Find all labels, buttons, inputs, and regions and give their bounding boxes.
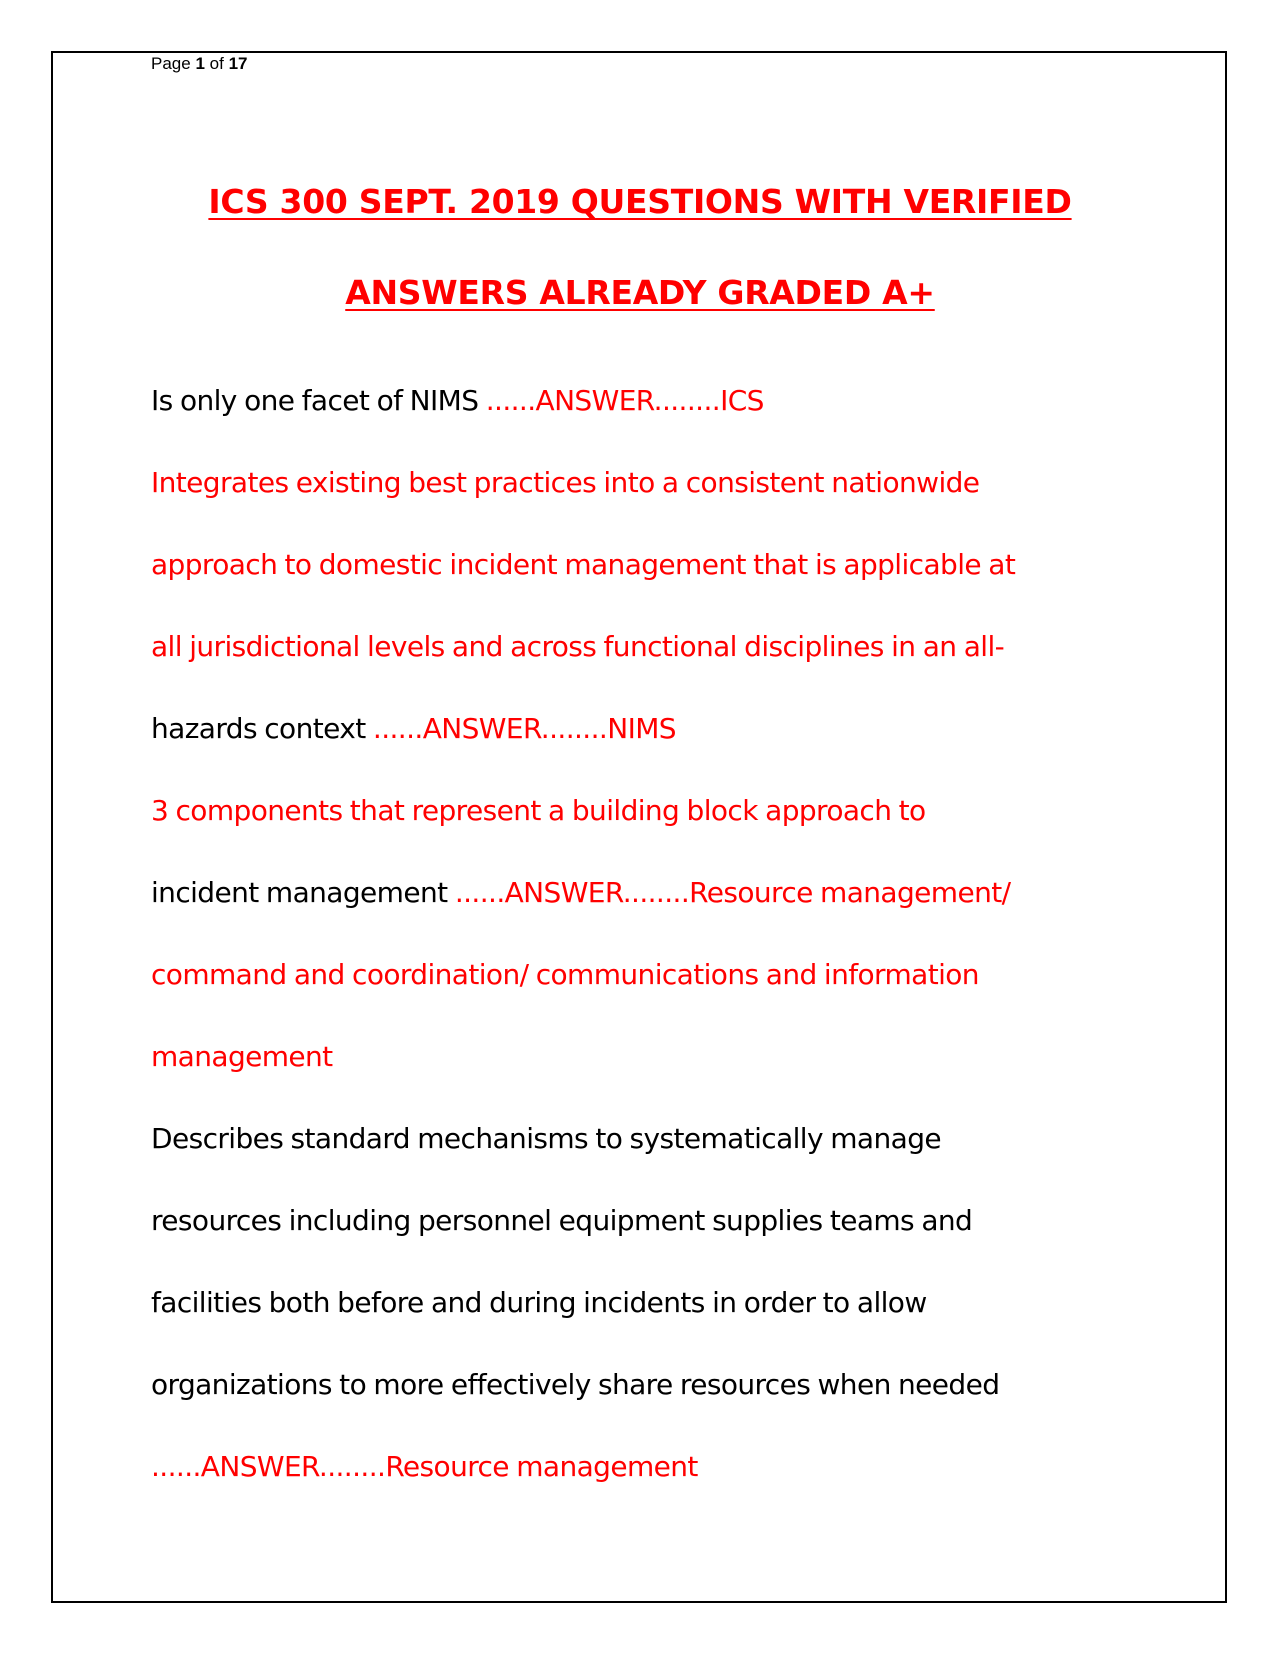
- answer-line: management: [151, 1040, 333, 1073]
- question-line: 3 components that represent a building block approach to: [151, 794, 926, 827]
- question-text: Is only one facet of NIMS: [151, 384, 479, 417]
- page-label: Page: [151, 54, 191, 73]
- question-text: incident management: [151, 876, 448, 909]
- page-counter: [151, 54, 247, 74]
- question-line: Integrates existing best practices into a consistent nationwide: [151, 466, 980, 499]
- document-title-line-2: ANSWERS ALREADY GRADED A+: [345, 273, 935, 312]
- question-line: organizations to more effectively share resources when needed: [151, 1368, 1000, 1401]
- answer-marker: ......ANSWER........: [372, 712, 608, 745]
- question-line: resources including personnel equipment supplies teams and: [151, 1204, 973, 1237]
- qa-line: [151, 688, 1231, 770]
- page-current: 1: [195, 54, 205, 73]
- answer-marker: ......ANSWER........: [151, 1450, 386, 1483]
- qa-line: [151, 1426, 1231, 1508]
- answer-marker: ......ANSWER........: [454, 876, 690, 909]
- question-line: Describes standard mechanisms to systematically manage: [151, 1122, 941, 1155]
- answer-text: Resource management: [385, 1450, 698, 1483]
- question-line: approach to domestic incident management that is applicable at: [151, 548, 1016, 581]
- answer-text: ICS: [720, 384, 764, 417]
- answer-text: Resource management/: [689, 876, 1011, 909]
- answer-text: NIMS: [607, 712, 676, 745]
- qa-line: [151, 852, 1231, 934]
- question-line: all jurisdictional levels and across functional disciplines in an all-: [151, 630, 1005, 663]
- answer-marker: ......ANSWER........: [485, 384, 721, 417]
- page-of-label: of: [209, 54, 224, 73]
- qa-content: [151, 360, 1231, 1508]
- question-text: hazards context: [151, 712, 366, 745]
- answer-line: command and coordination/ communications and information: [151, 958, 979, 991]
- question-line: facilities both before and during incidents in order to allow: [151, 1286, 927, 1319]
- qa-line: [151, 360, 1231, 442]
- document-title-line-1: ICS 300 SEPT. 2019 QUESTIONS WITH VERIFIED: [208, 182, 1072, 221]
- page-total: 17: [228, 54, 248, 73]
